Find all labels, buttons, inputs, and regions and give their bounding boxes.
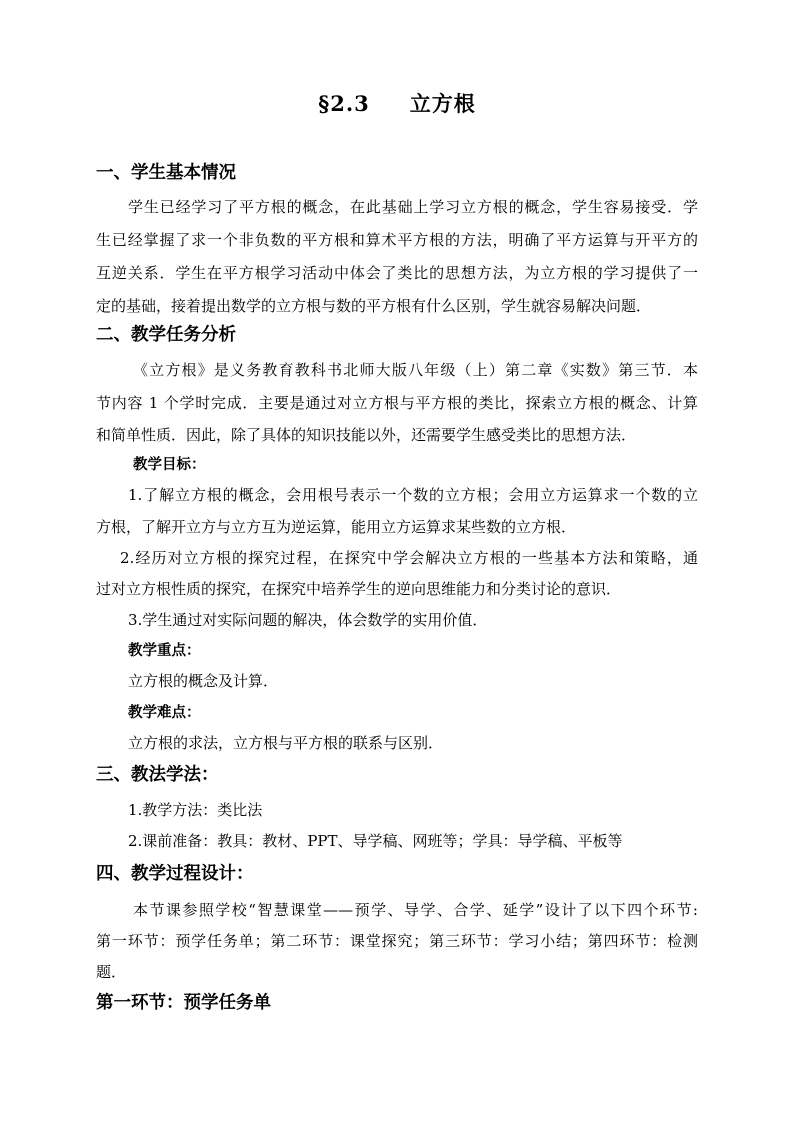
heading-task-analysis: 二、教学任务分析	[96, 325, 236, 345]
paragraph-line: 学生已经学习了平方根的概念，在此基础上学习立方根的概念，学生容易接受．学	[128, 198, 698, 216]
paragraph-line: 定的基础，接着提出数学的立方根与数的平方根有什么区别，学生就容易解决问题．	[96, 297, 652, 315]
goal-line: 方根，了解开立方与立方互为逆运算，能用立方运算求某些数的立方根．	[96, 518, 577, 536]
paragraph-line: 节内容 1 个学时完成．主要是通过对立方根与平方根的类比，探索立方根的概念、计算	[96, 394, 698, 412]
heading-stage-one: 第一环节：预学任务单	[96, 993, 271, 1013]
paragraph-line: 互逆关系．学生在平方根学习活动中体会了类比的思想方法，为立方根的学习提供了一	[96, 264, 698, 282]
heading-process-design: 四、教学过程设计：	[96, 864, 254, 884]
key-points-text: 立方根的概念及计算．	[128, 672, 279, 690]
paragraph-line: 本节课参照学校“智慧课堂——预学、导学、合学、延学”设计了以下四个环节:	[133, 901, 698, 919]
page-title	[0, 88, 794, 118]
heading-methods: 三、教法学法：	[96, 765, 219, 785]
label-teaching-goals: 教学目标：	[133, 456, 206, 473]
label-difficulties: 教学难点：	[128, 704, 201, 721]
method-item: 1.教学方法：类比法	[128, 801, 263, 819]
difficulties-text: 立方根的求法，立方根与平方根的联系与区别．	[128, 734, 444, 752]
paragraph-line: 第一环节：预学任务单；第二环节：课堂探究；第三环节：学习小结；第四环节：检测	[96, 932, 698, 950]
goal-line: 3.学生通过对实际问题的解决，体会数学的实用价值．	[128, 611, 488, 629]
paragraph-line: 《立方根》是义务教育教科书北师大版八年级（上）第二章《实数》第三节．本	[133, 361, 698, 379]
paragraph-line: 和简单性质．因此，除了具体的知识技能以外，还需要学生感受类比的思想方法．	[96, 426, 637, 444]
goal-line: 2.经历对立方根的探究过程，在探究中学会解决立方根的一些基本方法和策略，通	[120, 549, 698, 567]
goal-line: 过对立方根性质的探究，在探究中培养学生的逆向思维能力和分类讨论的意识．	[96, 580, 622, 598]
paragraph-line: 题．	[96, 963, 127, 981]
goal-line: 1.了解立方根的概念，会用根号表示一个数的立方根；会用立方运算求一个数的立	[128, 486, 698, 504]
section-name: 立方根	[409, 91, 476, 116]
paragraph-line: 生已经掌握了求一个非负数的平方根和算术平方根的方法，明确了平方运算与开平方的	[96, 231, 698, 249]
heading-student-situation: 一、学生基本情况	[96, 163, 236, 183]
section-number: §2.3	[318, 91, 370, 116]
label-key-points: 教学重点：	[128, 642, 201, 659]
preparation-item: 2.课前准备：教具：教材、PPT、导学稿、网班等；学具：导学稿、平板等	[128, 832, 623, 850]
